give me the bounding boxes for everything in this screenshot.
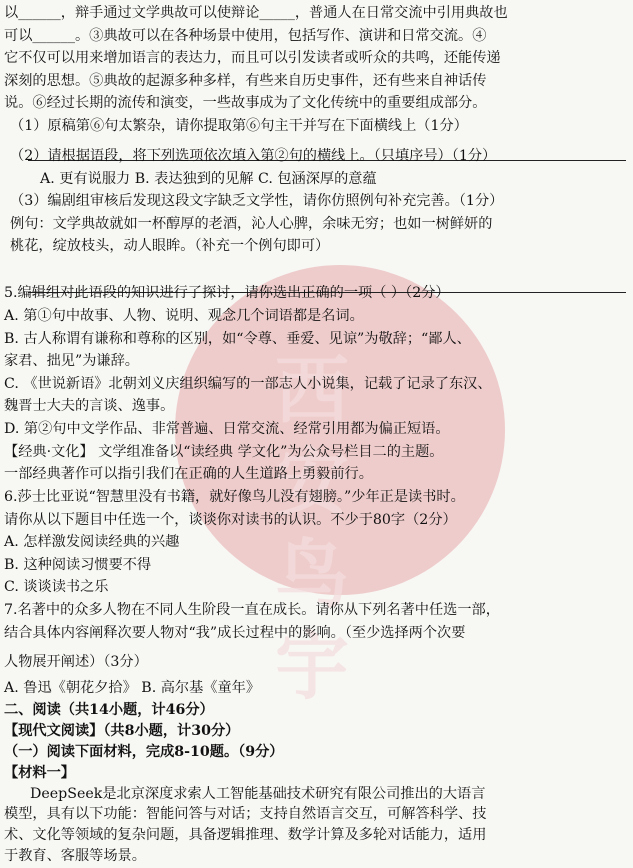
text-line: （3）编剧组审核后发现这段文字缺乏文学性，请你仿照例句补充完善。（1分） bbox=[10, 193, 504, 210]
text-line: 5.编辑组对此语段的知识进行了探讨，请你选出正确的一项（ ）（2分） bbox=[4, 285, 450, 302]
text-line: 请你从以下题目中任选一个，谈谈你对读书的认识。不少于80字（2分） bbox=[4, 511, 457, 528]
text-line: 魏晋士大夫的言谈、逸事。 bbox=[4, 398, 175, 415]
text-line: 一部经典著作可以指引我们在正确的人生道路上勇毅前行。 bbox=[4, 466, 373, 483]
text-line: 术、文化等领域的复杂问题，具备逻辑推理、数学计算及多轮对话能力，适用 bbox=[4, 827, 487, 844]
text-line: 例句：文学典故就如一杯醇厚的老酒，沁人心脾，余味无穷；也如一树鲜妍的 bbox=[10, 215, 493, 232]
text-line: B. 这种阅读习惯要不得 bbox=[4, 556, 152, 573]
seal-lettering: 西安 鸟宇 bbox=[275, 348, 353, 710]
text-line: 可以______。③典故可以在各种场景中使用，包括写作、演讲和日常交流。④ bbox=[4, 27, 487, 44]
text-line: 结合具体内容阐释次要人物对“我”成长过程中的影响。（至少选择两个次要 bbox=[4, 624, 466, 641]
text-line: D. 第②句中文学作品、非常普遍、日常交流、经常引用都为偏正短语。 bbox=[4, 421, 450, 438]
text-line: 【材料一】 bbox=[4, 764, 75, 781]
text-line: C. 《世说新语》北朝刘义庆组织编写的一部志人小说集，记载了记录了东汉、 bbox=[4, 375, 492, 392]
text-line: 人物展开阐述）（3分） bbox=[4, 654, 148, 671]
text-line: A. 第①句中故事、人物、说明、观念几个词语都是名词。 bbox=[4, 308, 364, 324]
text-line: 于教育、客服等场景。 bbox=[4, 848, 146, 864]
text-line: 以______，辩手通过文学典故可以使辩论_____，普通人在日常交流中引用典故也 bbox=[4, 5, 508, 21]
text-line: 说。⑥经过长期的流传和演变，一些故事成为了文化传统中的重要组成部分。 bbox=[4, 95, 487, 112]
text-line: 桃花，绽放枝头，动人眼眸。（补充一个例句即可） bbox=[10, 238, 330, 255]
text-line: 7.名著中的众多人物在不同人生阶段一直在成长。请你从下列名著中任选一部， bbox=[4, 601, 500, 618]
text-line: DeepSeek是北京深度求索人工智能基础技术研究有限公司推出的大语言 bbox=[30, 785, 486, 802]
text-line: 深刻的思想。⑤典故的起源多种多样，有些来自历史事件，还有些来自神话传 bbox=[4, 72, 487, 89]
text-line: （1）原稿第⑥句太繁杂，请你提取第⑥句主干并写在下面横线上（1分） bbox=[10, 118, 468, 135]
text-line: A. 怎样激发阅读经典的兴趣 bbox=[4, 534, 180, 551]
text-line: 【现代文阅读】（共8小题，计30分） bbox=[4, 723, 240, 740]
text-line: 模型，具有以下功能：智能问答与对话；支持自然语言交互，可解答科学、技 bbox=[4, 806, 487, 823]
text-line: A. 鲁迅《朝花夕拾》 B. 高尔基《童年》 bbox=[4, 679, 261, 696]
text-line: 【经典·文化】 文学组准备以“读经典 学文化”为公众号栏目二的主题。 bbox=[4, 443, 444, 460]
text-line: B. 古人称谓有谦称和尊称的区别，如“令尊、垂爱、见谅”为敬辞；“鄙人、 bbox=[4, 330, 471, 347]
text-line: A. 更有说服力 B. 表达独到的见解 C. 包涵深厚的意蕴 bbox=[40, 170, 377, 187]
text-line: C. 谈谈读书之乐 bbox=[4, 579, 109, 596]
text-line: （一）阅读下面材料，完成8-10题。（9分） bbox=[4, 743, 284, 760]
text-line: 它不仅可以用来增加语言的表达力，而且可以引发读者或听众的共鸣，还能传递 bbox=[4, 50, 501, 67]
text-line: 6.莎士比亚说“智慧里没有书籍，就好像鸟儿没有翅膀。”少年正是读书时。 bbox=[4, 488, 465, 505]
text-line: 二、阅读（共14小题，计46分） bbox=[4, 702, 214, 719]
text-line: 家君、拙见”为谦辞。 bbox=[4, 353, 139, 370]
text-line: （2）请根据语段，将下列选项依次填入第②句的横线上。（只填序号）（1分） bbox=[10, 147, 497, 164]
